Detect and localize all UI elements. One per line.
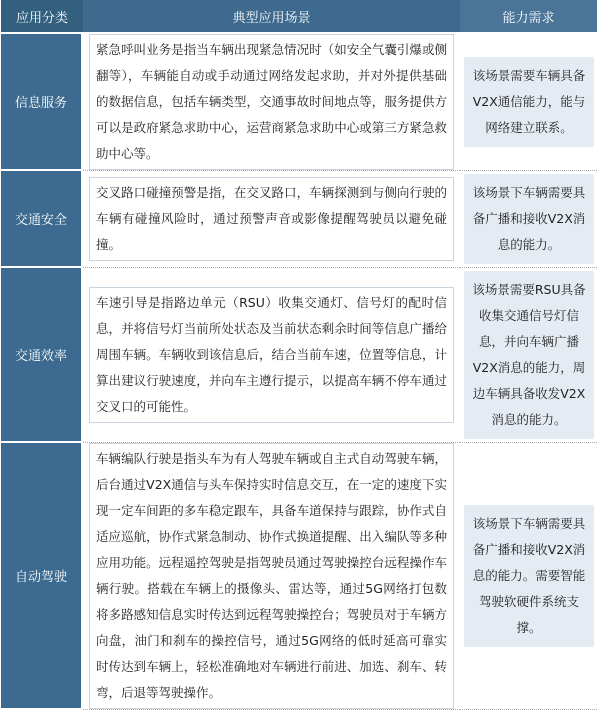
- scenario-text: 交叉路口碰撞预警是指，在交叉路口，车辆探测到与侧向行驶的车辆有碰撞风险时，通过预警声音或影像提醒驾驶员以避免碰撞。: [96, 185, 447, 252]
- scenario-text: 车辆编队行驶是指头车为有人驾驶车辆或自主式自动驾驶车辆，后台通过V2X通信与头车保持实时信息交互，在一定的速度下实现一定车间距的多车稳定跟车，具备车道保持与跟踪，协作式自适应巡航，协作式紧急制动、协作式换道提醒、出入编队等多种应用功能。远程遥控驾驶是指驾驶员通过驾驶操控台远程操作车辆行驶。搭载在车辆上的摄像头、雷达等，通过5G网络打包数将多路感知信息实时传达到远程驾驶操控台；驾驶员对于车辆方向盘，油门和刹车的操控信号，通过5G网络的低时延高可靠实时传达到车辆上，轻松准确地对车辆进行前进、加选、刹车、转弯，后退等驾驶操作。: [96, 451, 447, 700]
- scenario-table: [1, 0, 597, 710]
- header-category: 应用分类: [1, 0, 83, 34]
- requirement-cell: [460, 34, 597, 171]
- requirement-cell: [460, 443, 597, 710]
- requirement-text: 该场景需要RSU具备收集交通信号灯信息，并向车辆广播V2X消息的能力，周边车辆具备收发V2X消息的能力。: [464, 271, 594, 439]
- table-header-row: [1, 0, 597, 34]
- header-requirement: 能力需求: [460, 0, 597, 34]
- requirement-text: 该场景下车辆需要具备广播和接收V2X消息的能力。: [464, 174, 594, 264]
- table-row: [1, 34, 597, 171]
- scenario-cell: [83, 171, 460, 268]
- category-cell: 交通安全: [1, 171, 83, 268]
- scenario-text: 紧急呼叫业务是指当车辆出现紧急情况时（如安全气囊引爆或侧翻等），车辆能自动或手动通过网络发起求助，并对外提供基础的数据信息，包括车辆类型，交通事故时间地点等，服务提供方可以是政府紧急求助中心，运营商紧急求助中心或第三方紧急救助中心等。: [96, 42, 447, 161]
- header-scenario: 典型应用场景: [83, 0, 460, 34]
- category-cell: 信息服务: [1, 34, 83, 171]
- table-row: [1, 171, 597, 268]
- table-row: [1, 443, 597, 710]
- requirement-text: 该场景下车辆需要具备广播和接收V2X消息的能力。需要智能驾驶软硬件系统支撑。: [464, 505, 594, 647]
- requirement-text: 该场景需要车辆具备V2X通信能力，能与网络建立联系。: [464, 57, 594, 147]
- scenario-cell: [83, 268, 460, 443]
- table-row: [1, 268, 597, 443]
- requirement-cell: [460, 268, 597, 443]
- scenario-cell: [83, 443, 460, 710]
- scenario-text: 车速引导是指路边单元（RSU）收集交通灯、信号灯的配时信息，并将信号灯当前所处状态及当前状态剩余时间等信息广播给周围车辆。车辆收到该信息后，结合当前车速，位置等信息，计算出建议行驶速度，并向车主遵行提示，以提高车辆不停车通过交叉口的可能性。: [96, 295, 447, 414]
- category-cell: 自动驾驶: [1, 443, 83, 710]
- scenario-cell: [83, 34, 460, 171]
- requirement-cell: [460, 171, 597, 268]
- category-cell: 交通效率: [1, 268, 83, 443]
